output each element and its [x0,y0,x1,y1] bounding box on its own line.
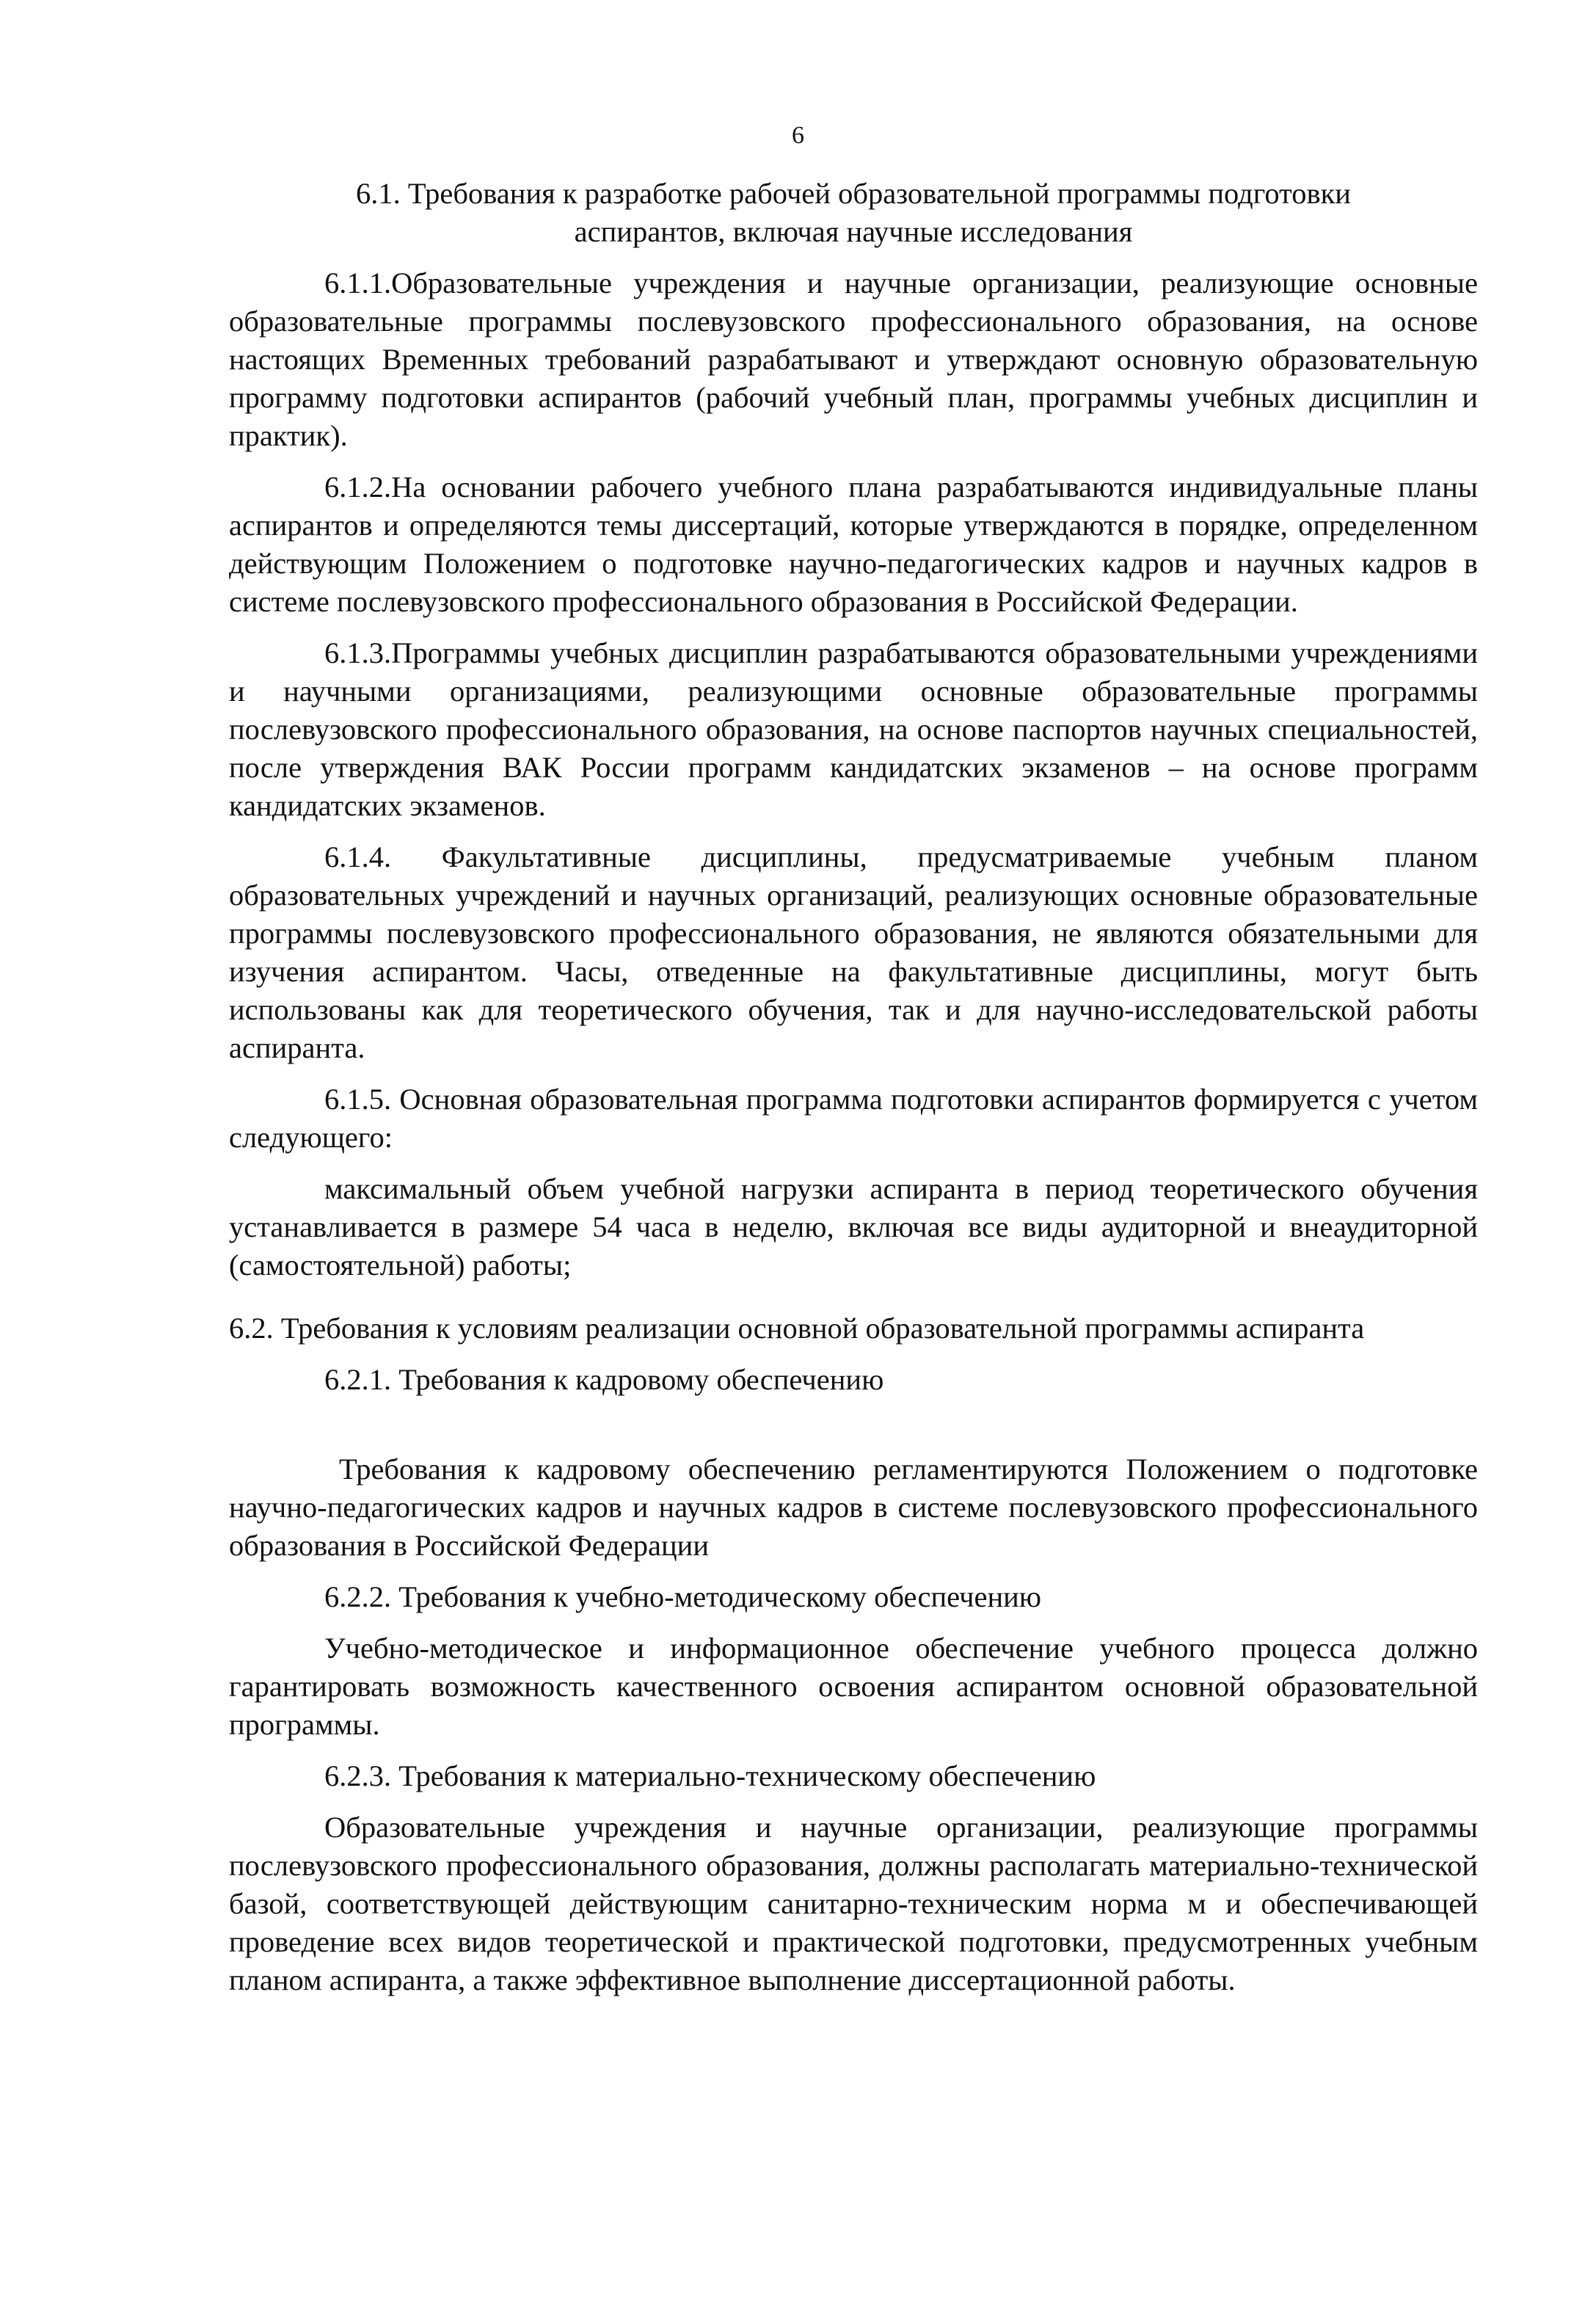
page-number: 6 [792,122,804,149]
section-6-2-3-heading: 6.2.3. Требования к материально-техническому обеспечению [324,1759,1096,1792]
section-6-1-heading: 6.1. Требования к разработке рабочей образовательной программы подготовки аспирантов, включая научные исследования [356,177,1351,248]
paragraph-6-2-1: Требования к кадровому обеспечению регламентируются Положением о подготовке научно-педагогических кадров и научных кадров в системе послевузовского профессионального образования в Российской Федерации [229,1453,1478,1562]
paragraph-6-1-3: 6.1.3.Программы учебных дисциплин разрабатываются образовательными учреждениями и научными организациями, реализующими основные образовательные программы послевузовского профессионального образования, на основе паспортов научных специальностей, после утверждения ВАК России программ кандидатских экзаменов – на основе программ кандидатских экзаменов. [229,636,1478,822]
section-6-2-1-heading: 6.2.1. Требования к кадровому обеспечению [324,1363,884,1396]
document-body [229,175,1478,1999]
paragraph-6-1-2: 6.1.2.На основании рабочего учебного плана разрабатываются индивидуальные планы аспирантов и определяются темы диссертаций, которые утверждаются в порядке, определенном действующим Положением о подготовке научно-педагогических кадров и научных кадров в системе послевузовского профессионального образования в Российской Федерации. [229,470,1478,618]
paragraph-6-1-4: 6.1.4. Факультативные дисциплины, предусматриваемые учебным планом образовательных учреждений и научных организаций, реализующих основные образовательные программы послевузовского профессионального образования, не являются обязательными для изучения аспирантом. Часы, отведенные на факультативные дисциплины, могут быть использованы как для теоретического обучения, так и для научно-исследовательской работы аспиранта. [229,840,1478,1064]
paragraph-6-1-5-item: максимальный объем учебной нагрузки аспиранта в период теоретического обучения устанавливается в размере 54 часа в неделю, включая все виды аудиторной и внеаудиторной (самостоятельной) работы; [229,1172,1478,1282]
paragraph-6-2-3: Образовательные учреждения и научные организации, реализующие программы послевузовского профессионального образования, должны располагать материально-технической базой, соответствующей действующим санитарно-техническим норма м и обеспечивающей проведение всех видов теоретической и практической подготовки, предусмотренных учебным планом аспиранта, а также эффективное выполнение диссертационной работы. [229,1811,1478,1996]
section-6-2-2-heading: 6.2.2. Требования к учебно-методическому обеспечению [324,1580,1042,1613]
paragraph-6-1-1: 6.1.1.Образовательные учреждения и научные организации, реализующие основные образовательные программы послевузовского профессионального образования, на основе настоящих Временных требований разрабатывают и утверждают основную образовательную программу подготовки аспирантов (рабочий учебный план, программы учебных дисциплин и практик). [229,266,1478,452]
paragraph-6-2-2: Учебно-методическое и информационное обеспечение учебного процесса должно гарантировать возможность качественного освоения аспирантом основной образовательной программы. [229,1632,1478,1741]
section-6-2-heading: 6.2. Требования к условиям реализации основной образовательной программы аспиранта [229,1312,1365,1345]
paragraph-6-1-5: 6.1.5. Основная образовательная программа подготовки аспирантов формируется с учетом следующего: [229,1083,1478,1154]
